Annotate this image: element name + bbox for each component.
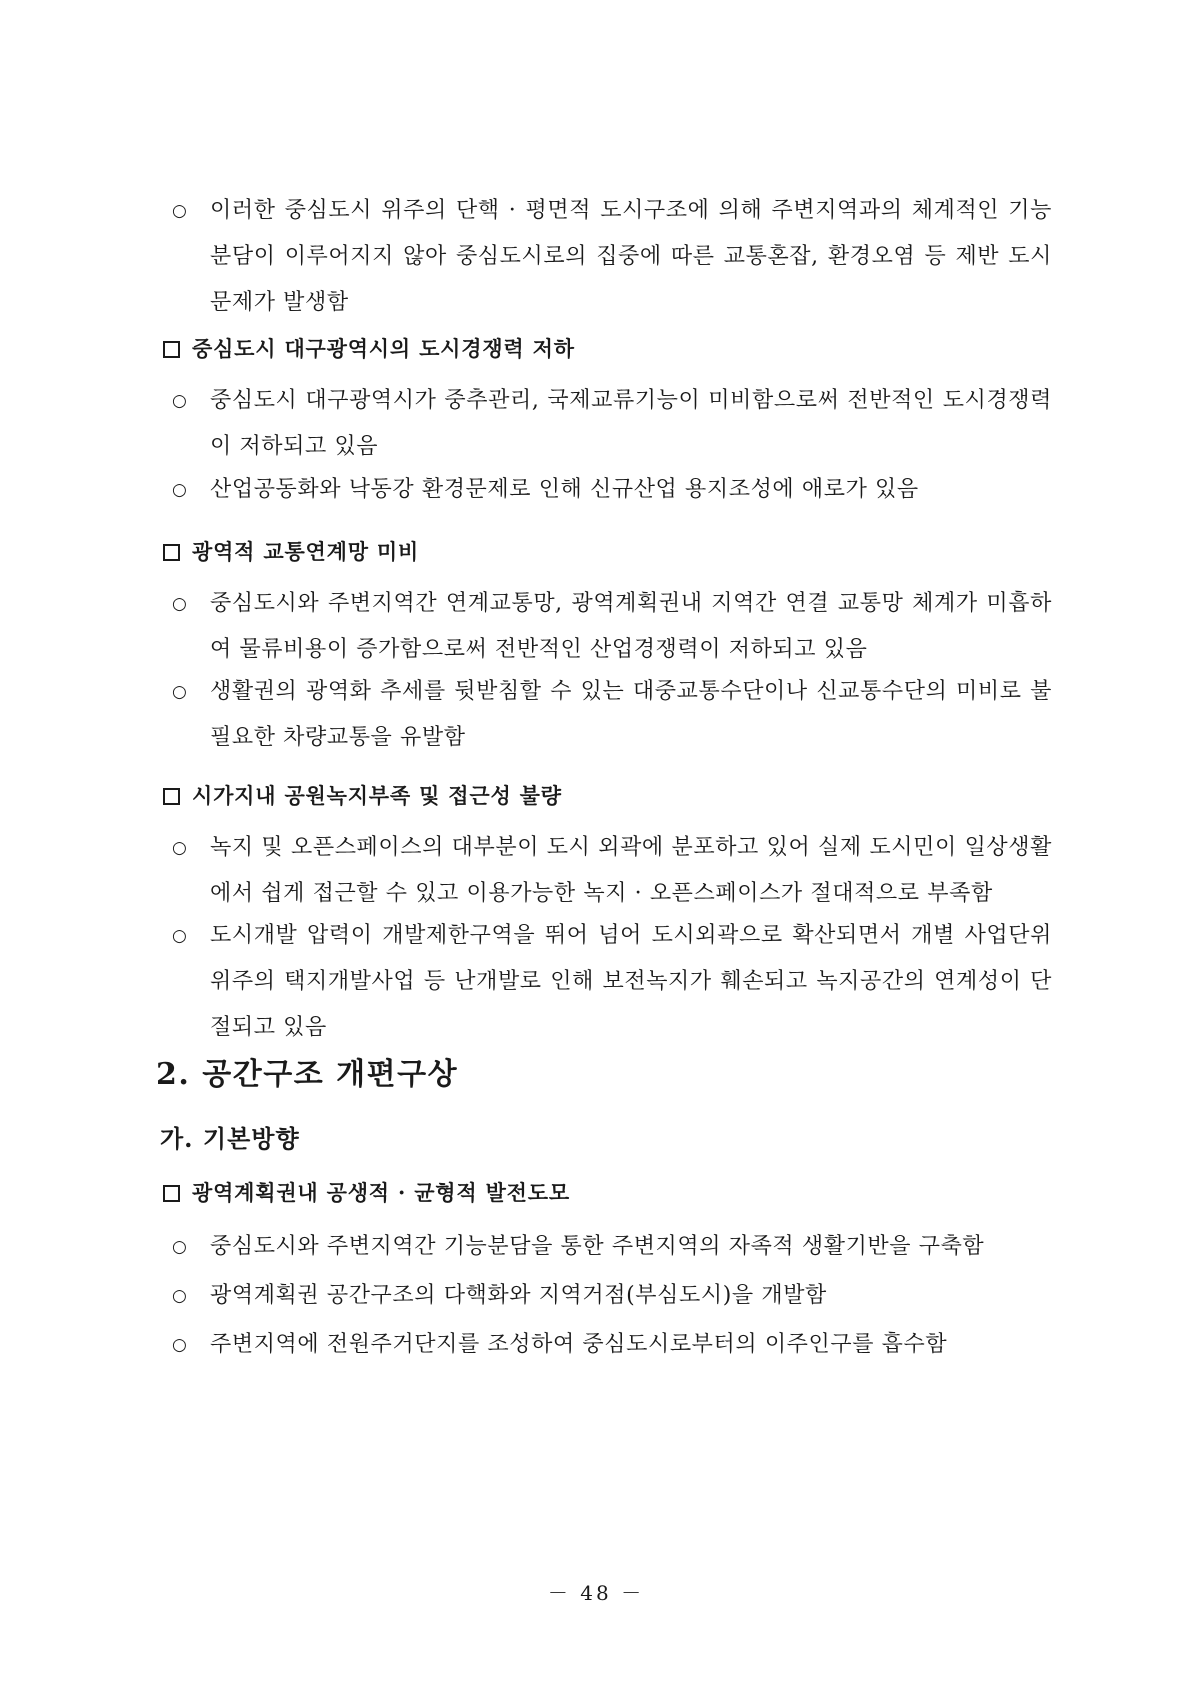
square-bullet-icon bbox=[163, 788, 180, 805]
list-item-text: 중심도시 대구광역시가 중추관리, 국제교류기능이 미비함으로써 전반적인 도시경쟁력이 저하되고 있음 bbox=[210, 388, 1052, 459]
list-item bbox=[172, 467, 1052, 513]
section-heading-urban-competitiveness bbox=[163, 329, 575, 369]
list-item-text: 녹지 및 오픈스페이스의 대부분이 도시 외곽에 분포하고 있어 실제 도시민이 일상생활에서 쉽게 접근할 수 있고 이용가능한 녹지 · 오픈스페이스가 절대적으로 부족함 bbox=[210, 835, 1052, 906]
bullet-marker: ○ bbox=[172, 682, 188, 702]
bullet-marker: ○ bbox=[172, 1335, 188, 1355]
list-item-text: 주변지역에 전원주거단지를 조성하여 중심도시로부터의 이주인구를 흡수함 bbox=[210, 1332, 948, 1357]
list-item bbox=[172, 1224, 1052, 1270]
square-bullet-icon bbox=[163, 1185, 180, 1202]
list-item bbox=[172, 581, 1052, 673]
subsection-title: 가. 기본방향 bbox=[160, 1124, 300, 1153]
list-item-text: 광역계획권 공간구조의 다핵화와 지역거점(부심도시)을 개발함 bbox=[210, 1283, 827, 1308]
bullet-marker: ○ bbox=[172, 838, 188, 858]
section-heading-green-space bbox=[163, 776, 562, 816]
list-item bbox=[172, 913, 1052, 1051]
square-bullet-icon bbox=[163, 544, 180, 561]
paragraph-text: 이러한 중심도시 위주의 단핵 · 평면적 도시구조에 의해 주변지역과의 체계적인 기능분담이 이루어지지 않아 중심도시로의 집중에 따른 교통혼잡, 환경오염 등 제반 도시문제가 발생함 bbox=[210, 198, 1052, 315]
square-bullet-icon bbox=[163, 341, 180, 358]
section-heading-text: 광역적 교통연계망 미비 bbox=[192, 539, 420, 564]
paragraph-intro bbox=[172, 188, 1052, 326]
section-heading-text: 광역계획권내 공생적 · 균형적 발전도모 bbox=[192, 1180, 570, 1205]
list-item bbox=[172, 1273, 1052, 1319]
bullet-marker: ○ bbox=[172, 1237, 188, 1257]
list-item bbox=[172, 825, 1052, 917]
chapter-title: 2. 공간구조 개편구상 bbox=[156, 1057, 459, 1092]
list-item-text: 산업공동화와 낙동강 환경문제로 인해 신규산업 용지조성에 애로가 있음 bbox=[210, 477, 919, 502]
bullet-marker: ○ bbox=[172, 391, 188, 411]
page-number: － 48 － bbox=[547, 1581, 645, 1605]
list-item bbox=[172, 378, 1052, 470]
list-item-text: 생활권의 광역화 추세를 뒷받침할 수 있는 대중교통수단이나 신교통수단의 미비로 불필요한 차량교통을 유발함 bbox=[210, 679, 1052, 750]
bullet-marker: ○ bbox=[172, 926, 188, 946]
list-item-text: 중심도시와 주변지역간 연계교통망, 광역계획권내 지역간 연결 교통망 체계가 미흡하여 물류비용이 증가함으로써 전반적인 산업경쟁력이 저하되고 있음 bbox=[210, 591, 1052, 662]
section-heading-text: 시가지내 공원녹지부족 및 접근성 불량 bbox=[192, 783, 562, 808]
list-item-text: 중심도시와 주변지역간 기능분담을 통한 주변지역의 자족적 생활기반을 구축함 bbox=[210, 1234, 985, 1259]
list-item-text: 도시개발 압력이 개발제한구역을 뛰어 넘어 도시외곽으로 확산되면서 개별 사업단위 위주의 택지개발사업 등 난개발로 인해 보전녹지가 훼손되고 녹지공간의 연계성이 단절되고 있음 bbox=[210, 923, 1052, 1040]
bullet-marker: ○ bbox=[172, 201, 188, 221]
bullet-marker: ○ bbox=[172, 1286, 188, 1306]
section-heading-balanced-development bbox=[163, 1173, 570, 1213]
section-heading-transport-network bbox=[163, 532, 419, 572]
section-heading-text: 중심도시 대구광역시의 도시경쟁력 저하 bbox=[192, 336, 575, 361]
bullet-marker: ○ bbox=[172, 594, 188, 614]
bullet-marker: ○ bbox=[172, 480, 188, 500]
list-item bbox=[172, 669, 1052, 761]
list-item bbox=[172, 1322, 1052, 1368]
